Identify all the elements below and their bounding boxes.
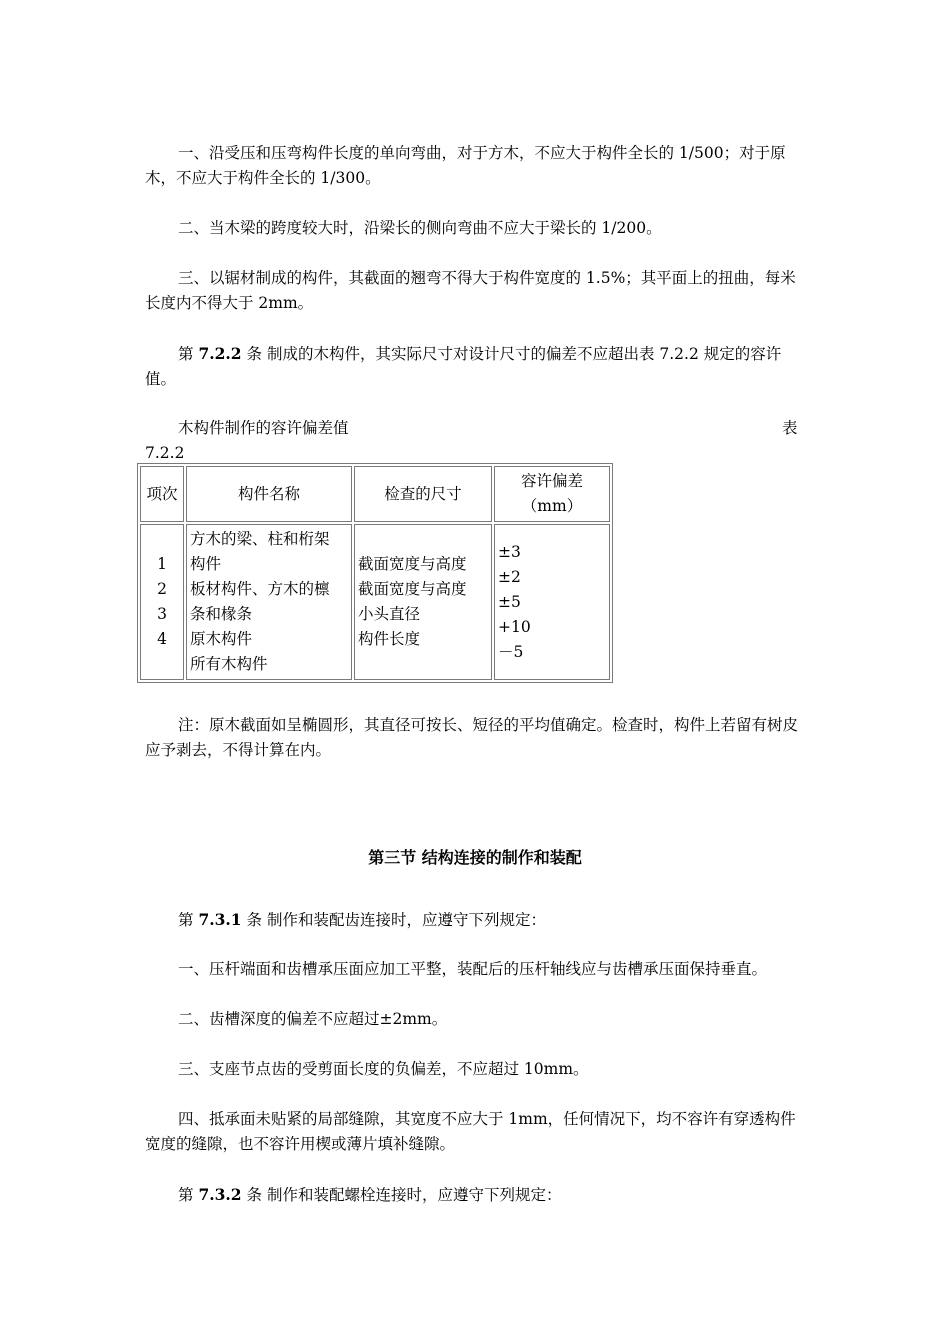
table-caption-title: 木构件制作的容许偏差值 <box>178 419 349 437</box>
section-heading: 第三节 结构连接的制作和装配 <box>368 848 582 867</box>
header-member-name: 构件名称 <box>186 466 352 522</box>
table-note: 注：原木截面如呈椭圆形，其直径可按长、短径的平均值确定。检查时，构件上若留有树皮应予剥去，不得计算在内。 <box>145 716 799 759</box>
clause-7-3-1: 第 7.3.1 条 制作和装配齿连接时，应遵守下列规定： <box>178 910 546 929</box>
header-item-no: 项次 <box>140 466 184 522</box>
table-caption-label: 表 <box>782 419 798 437</box>
paragraph-bearing-face: 一、压杆端面和齿槽承压面应加工平整，装配后的压杆轴线应与齿槽承压面保持垂直。 <box>178 960 768 978</box>
paragraph-shear-length: 三、支座节点齿的受剪面长度的负偏差，不应超过 10mm。 <box>178 1060 589 1078</box>
cell-item-numbers: 1 2 3 4 <box>140 524 184 680</box>
paragraph-warp-twist: 三、以锯材制成的构件，其截面的翘弯不得大于构件宽度的 1.5%；其平面上的扭曲，每米长度内不得大于 2mm。 <box>145 269 796 312</box>
paragraph-gap-limit: 四、抵承面未贴紧的局部缝隙，其宽度不应大于 1mm，任何情况下，均不容许有穿透构件宽度的缝隙，也不容许用楔或薄片填补缝隙。 <box>145 1110 796 1153</box>
paragraph-notch-depth: 二、齿槽深度的偏差不应超过±2mm。 <box>178 1010 448 1028</box>
paragraph-bending-limit: 一、沿受压和压弯构件长度的单向弯曲，对于方木，不应大于构件全长的 1/500；对于原木，不应大于构件全长的 1/300。 <box>145 144 786 187</box>
header-tolerance: 容许偏差 （mm） <box>494 466 610 522</box>
table-caption-number: 7.2.2 <box>145 444 185 462</box>
clause-7-3-2: 第 7.3.2 条 制作和装配螺栓连接时，应遵守下列规定： <box>178 1185 562 1204</box>
table-header-row <box>140 466 610 522</box>
cell-member-names: 方木的梁、柱和桁架 构件 板材构件、方木的檩 条和椽条 原木构件 所有木构件 <box>186 524 352 680</box>
clause-number: 7.3.1 <box>198 910 242 929</box>
header-checked-dimension: 检查的尺寸 <box>354 466 492 522</box>
clause-number: 7.3.2 <box>198 1185 242 1204</box>
paragraph-lateral-bending: 二、当木梁的跨度较大时，沿梁长的侧向弯曲不应大于梁长的 1/200。 <box>178 219 662 237</box>
table-row <box>140 524 610 680</box>
clause-7-2-2: 第 7.2.2 条 制成的木构件，其实际尺寸对设计尺寸的偏差不应超出表 7.2.2 规定的容许值。 <box>145 344 782 388</box>
cell-checked-dimensions: 截面宽度与高度 截面宽度与高度 小头直径 构件长度 <box>354 524 492 680</box>
clause-number: 7.2.2 <box>198 344 242 363</box>
cell-tolerance-values: ±3 ±2 ±5 +10 －5 <box>494 524 610 680</box>
tolerance-table <box>137 463 613 683</box>
